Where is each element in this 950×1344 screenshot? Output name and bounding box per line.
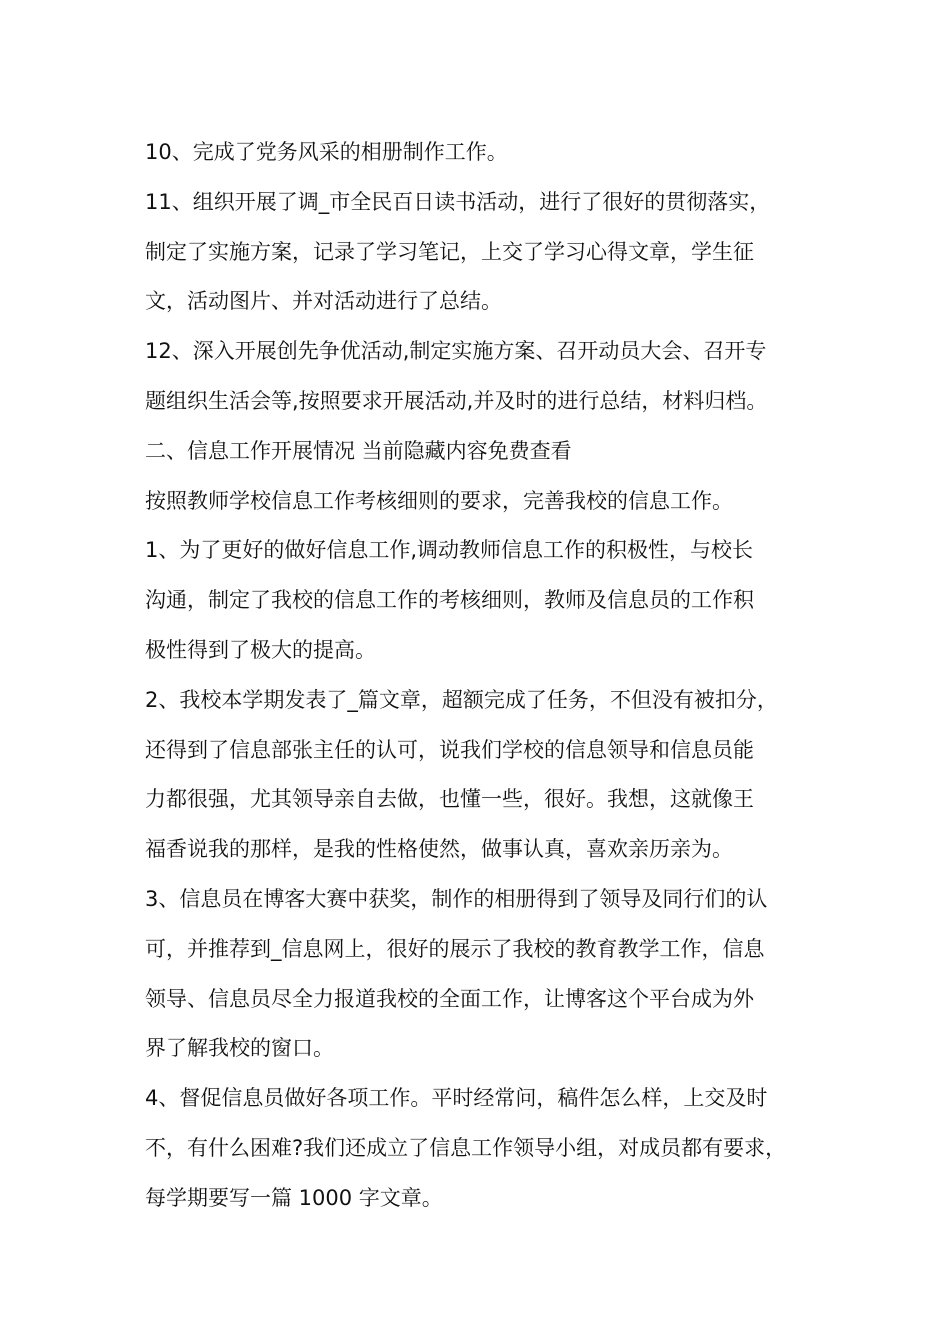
text-line: 3、信息员在博客大赛中获奖，制作的相册得到了领导及同行们的认: [145, 886, 768, 911]
text-line: 2、我校本学期发表了_篇文章，超额完成了任务，不但没有被扣分，: [145, 687, 778, 712]
section-heading-text: 二、信息工作开展情况 当前隐藏内容免费查看: [145, 438, 572, 463]
paragraph-item-1: [145, 526, 835, 675]
text-line: 4、督促信息员做好各项工作。平时经常问，稿件怎么样，上交及时: [145, 1086, 768, 1111]
text-line: 界了解我校的窗口。: [145, 1036, 334, 1061]
text-line: 还得到了信息部张主任的认可，说我们学校的信息领导和信息员能: [145, 737, 754, 762]
text-line: 11、组织开展了调_市全民百日读书活动，进行了很好的贯彻落实，: [145, 189, 771, 214]
text-line: 极性得到了极大的提高。: [145, 637, 376, 662]
text-line: 文，活动图片、并对活动进行了总结。: [145, 289, 502, 314]
text-line: 12、深入开展创先争优活动,制定实施方案、召开动员大会、召开专: [145, 339, 767, 364]
text-line: 福香说我的那样，是我的性格使然，做事认真，喜欢亲历亲为。: [145, 837, 733, 862]
paragraph-item-3: [145, 875, 835, 1074]
text-line: 领导、信息员尽全力报道我校的全面工作，让博客这个平台成为外: [145, 986, 754, 1011]
text-line: 题组织生活会等,按照要求开展活动,并及时的进行总结，材料归档。: [145, 388, 768, 413]
paragraph-item-10: [145, 128, 835, 178]
text-line: 10、完成了党务风采的相册制作工作。: [145, 140, 508, 164]
text-line: 1、为了更好的做好信息工作,调动教师信息工作的积极性，与校长: [145, 538, 754, 563]
text-line: 可，并推荐到_信息网上，很好的展示了我校的教育教学工作，信息: [145, 936, 765, 961]
text-line: 制定了实施方案，记录了学习笔记，上交了学习心得文章，学生征: [145, 239, 754, 264]
paragraph-item-11: [145, 178, 835, 327]
paragraph-item-4: [145, 1074, 835, 1223]
section-heading: [145, 427, 835, 477]
section-intro: [145, 477, 835, 527]
text-line: 力都很强，尤其领导亲自去做，也懂一些，很好。我想，这就像王: [145, 787, 754, 812]
text-line: 每学期要写一篇 1000 字文章。: [145, 1185, 443, 1210]
paragraph-item-2: [145, 676, 835, 875]
text-line: 按照教师学校信息工作考核细则的要求，完善我校的信息工作。: [145, 488, 733, 513]
paragraph-item-12: [145, 327, 835, 427]
document-body: [145, 128, 835, 1224]
text-line: 不，有什么困难?我们还成立了信息工作领导小组，对成员都有要求，: [145, 1135, 787, 1160]
text-line: 沟通，制定了我校的信息工作的考核细则，教师及信息员的工作积: [145, 588, 754, 613]
